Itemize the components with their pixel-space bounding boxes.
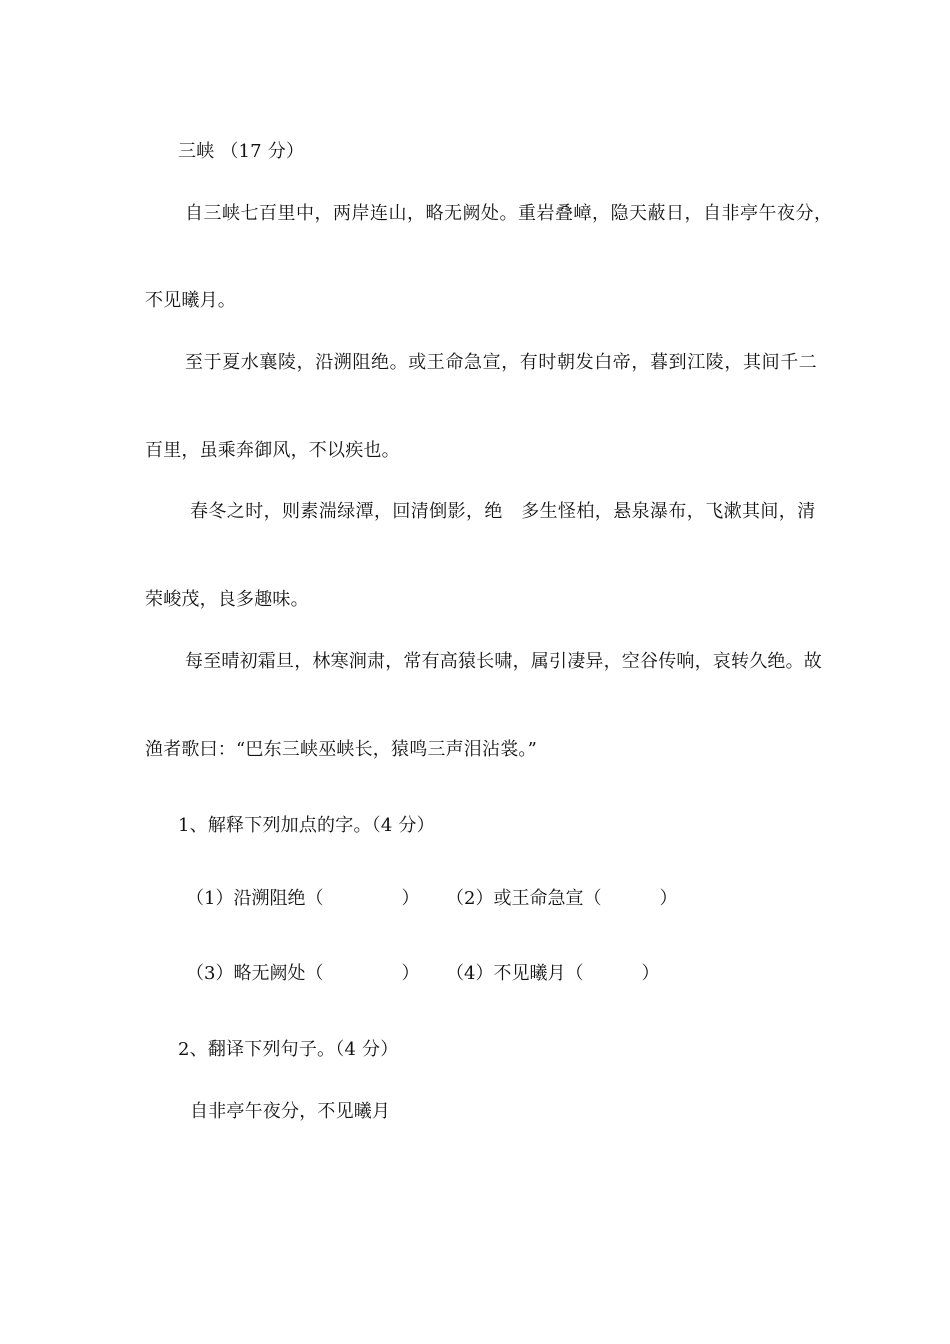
paragraph-4-line-1: 每至晴初霜旦，林寒涧肃，常有高猿长啸，属引凄异，空谷传响，哀转久绝。故: [185, 651, 822, 672]
paragraph-1-line-2: 不见曦月。: [145, 290, 236, 311]
question-2-sentence: 自非亭午夜分，不见曦月: [190, 1101, 391, 1122]
question-1-item-2: [446, 887, 677, 911]
question-1-item-1-close: ）: [401, 888, 420, 909]
paragraph-4-line-2: 渔者歌曰：“巴东三峡巫峡长，猿鸣三声泪沾裳。”: [145, 739, 538, 760]
question-1-item-4: [446, 962, 659, 986]
paragraph-2-line-1: 至于夏水襄陵，沿溯阻绝。或王命急宣，有时朝发白帝，暮到江陵，其间千二: [185, 352, 818, 373]
paragraph-3-line-1: 春冬之时，则素湍绿潭，回清倒影，绝 多生怪柏，悬泉瀑布，飞漱其间，清: [190, 501, 816, 522]
question-2-prompt: 2、翻译下列句子。（4 分）: [178, 1039, 399, 1060]
question-1-item-4-label: （4）不见曦月（: [446, 963, 584, 984]
paragraph-1-line-1: 自三峡七百里中，两岸连山，略无阙处。重岩叠嶂，隐天蔽日，自非亭午夜分，: [185, 203, 833, 224]
paragraph-2-line-2: 百里，虽乘奔御风，不以疾也。: [145, 440, 400, 461]
question-1-item-1-label: （1）沿溯阻绝（: [186, 888, 324, 909]
paragraph-3-line-2: 荣峻茂，良多趣味。: [145, 589, 309, 610]
passage-title: 三峡 （17 分）: [178, 141, 305, 162]
question-1-item-2-close: ）: [659, 888, 678, 909]
question-1-item-3-close: ）: [401, 963, 420, 984]
question-1-item-4-close: ）: [641, 963, 660, 984]
question-1-item-2-label: （2）或王命急宣（: [446, 888, 602, 909]
question-1-prompt: 1、解释下列加点的字。（4 分）: [178, 815, 435, 836]
question-1-item-3: [186, 962, 419, 986]
question-1-item-3-label: （3）略无阙处（: [186, 963, 324, 984]
question-1-item-1: [186, 887, 419, 911]
